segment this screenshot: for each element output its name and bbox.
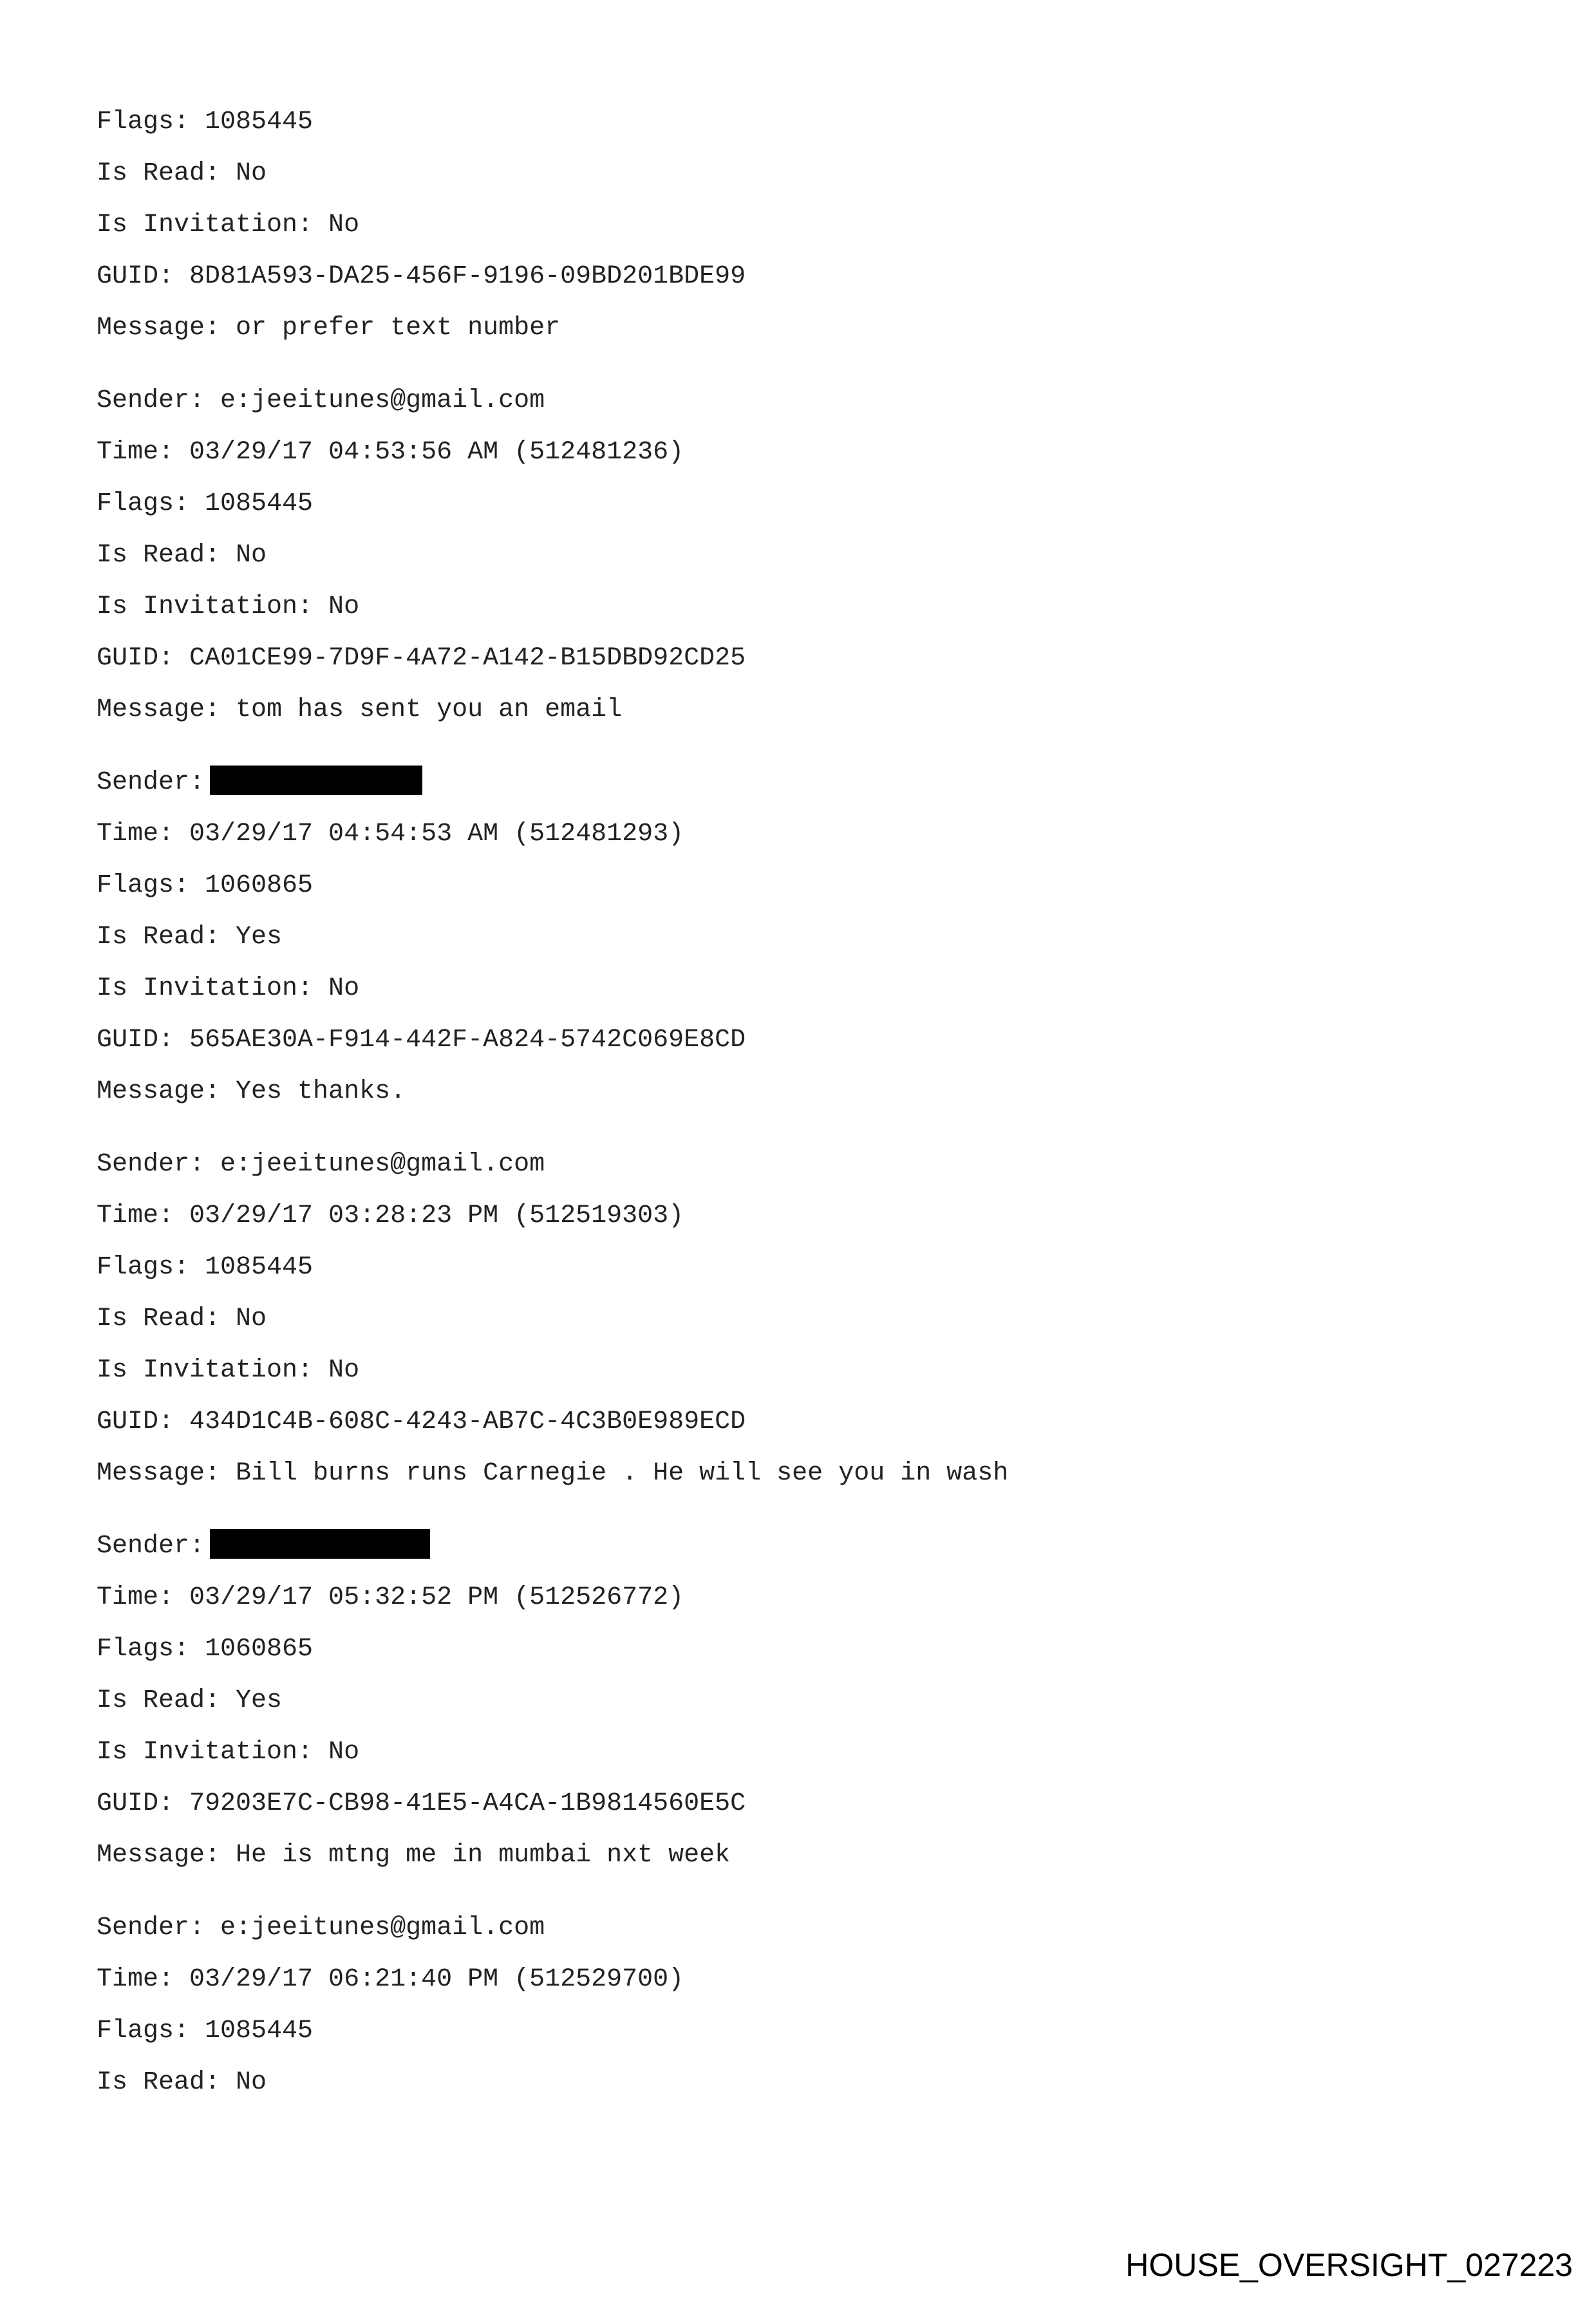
time-line: Time: 03/29/17 03:28:23 PM (512519303) <box>97 1201 684 1230</box>
guid-line: GUID: 8D81A593-DA25-456F-9196-09BD201BDE99 <box>97 262 746 291</box>
is-read-line: Is Read: No <box>97 541 267 570</box>
flags-line: Flags: 1060865 <box>97 871 314 900</box>
flags-line: Flags: 1085445 <box>97 108 314 136</box>
message-line: Message: tom has sent you an email <box>97 695 623 724</box>
time-line: Time: 03/29/17 04:53:56 AM (512481236) <box>97 438 684 467</box>
sender-line: Sender: e:jeeitunes@gmail.com <box>97 1150 545 1179</box>
sender-line <box>97 764 1513 815</box>
time-line: Time: 03/29/17 05:32:52 PM (512526772) <box>97 1583 684 1612</box>
is-invitation-line: Is Invitation: No <box>97 211 360 240</box>
message-record <box>97 382 1513 742</box>
is-read-line: Is Read: No <box>97 1304 267 1333</box>
message-line: Message: He is mtng me in mumbai nxt week <box>97 1841 731 1870</box>
message-record <box>97 1145 1513 1506</box>
sender-label: Sender: <box>97 768 205 797</box>
is-invitation-line: Is Invitation: No <box>97 1738 360 1767</box>
time-line: Time: 03/29/17 06:21:40 PM (512529700) <box>97 1965 684 1994</box>
guid-line: GUID: 565AE30A-F914-442F-A824-5742C069E8CD <box>97 1026 746 1055</box>
sender-line: Sender: e:jeeitunes@gmail.com <box>97 1913 545 1942</box>
is-invitation-line: Is Invitation: No <box>97 1356 360 1385</box>
guid-line: GUID: 434D1C4B-608C-4243-AB7C-4C3B0E989ECD <box>97 1407 746 1436</box>
is-read-line: Is Read: Yes <box>97 1686 283 1715</box>
sender-label: Sender: <box>97 1532 205 1561</box>
message-record <box>97 1527 1513 1888</box>
message-log <box>97 103 1513 2115</box>
flags-line: Flags: 1060865 <box>97 1635 314 1664</box>
message-line: Message: or prefer text number <box>97 314 561 343</box>
is-invitation-line: Is Invitation: No <box>97 974 360 1003</box>
is-read-line: Is Read: Yes <box>97 923 283 952</box>
is-invitation-line: Is Invitation: No <box>97 592 360 621</box>
message-record <box>97 1909 1513 2115</box>
message-record <box>97 103 1513 361</box>
flags-line: Flags: 1085445 <box>97 2016 314 2045</box>
message-line: Message: Bill burns runs Carnegie . He will see you in wash <box>97 1459 1009 1488</box>
flags-line: Flags: 1085445 <box>97 489 314 518</box>
guid-line: GUID: CA01CE99-7D9F-4A72-A142-B15DBD92CD25 <box>97 644 746 673</box>
bates-number: HOUSE_OVERSIGHT_027223 <box>1125 2247 1573 2283</box>
sender-line: Sender: e:jeeitunes@gmail.com <box>97 386 545 415</box>
is-read-line: Is Read: No <box>97 159 267 188</box>
is-read-line: Is Read: No <box>97 2068 267 2097</box>
time-line: Time: 03/29/17 04:54:53 AM (512481293) <box>97 820 684 849</box>
message-line: Message: Yes thanks. <box>97 1077 406 1106</box>
sender-line <box>97 1527 1513 1579</box>
message-record <box>97 764 1513 1124</box>
redaction-box <box>210 766 422 795</box>
guid-line: GUID: 79203E7C-CB98-41E5-A4CA-1B9814560E5C <box>97 1789 746 1818</box>
redaction-box <box>210 1529 430 1559</box>
flags-line: Flags: 1085445 <box>97 1253 314 1282</box>
